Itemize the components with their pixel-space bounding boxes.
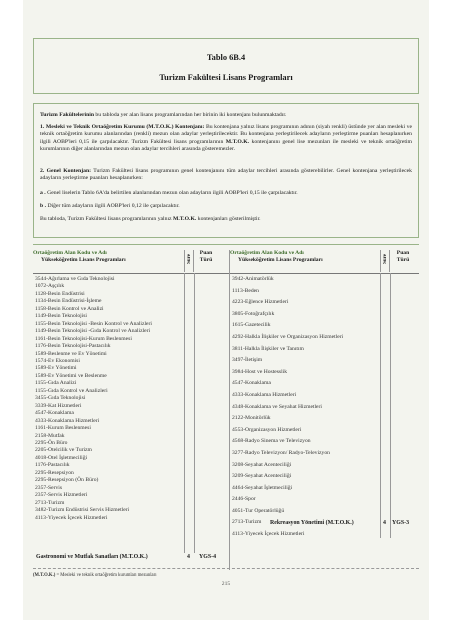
list-item: 2713-Turizm bbox=[232, 519, 262, 526]
table-number: Tablo 6B.4 bbox=[206, 53, 246, 62]
list-item: 3208-Seyahat Acenteciliği bbox=[232, 461, 292, 468]
list-item: 4223-Eğlence Hizmetleri bbox=[232, 299, 289, 306]
left-program-name: Gastronomi ve Mutfak Sanatları (M.T.O.K.) bbox=[36, 554, 148, 560]
list-item: 1134-Besin Endüstrisi-İşleme bbox=[35, 298, 102, 305]
left-program-total bbox=[36, 554, 148, 560]
list-item: 2205-Otelcilik ve Turizm bbox=[35, 447, 92, 454]
list-item: 3277-Radyo Televizyon/ Radyo-Televizyon bbox=[232, 449, 330, 456]
list-item: 1128-Besin Endüstrisi bbox=[35, 290, 85, 297]
left-puan-divider bbox=[194, 273, 195, 553]
list-item: 3984-Host ve Hostesslik bbox=[232, 368, 288, 375]
list-item: 1161-Kurum Beslenmesi bbox=[35, 425, 91, 432]
list-item: 3497-İletişim bbox=[232, 357, 263, 364]
list-item: 3811-Halkla İlişkiler ve Tanıtım bbox=[232, 345, 304, 352]
list-item: 3209-Seyahat Acenteciliği bbox=[232, 473, 292, 480]
left-header-line2: Yükseköğretim Lisans Programları bbox=[41, 257, 126, 263]
list-item: 1155-Gıda Kontrol ve Analizleri bbox=[35, 387, 108, 394]
list-item: 2158-Mutfak bbox=[35, 432, 65, 439]
list-item: 3339-Kat Hizmetleri bbox=[35, 402, 82, 409]
left-program-sure: 4 bbox=[187, 554, 190, 560]
list-item: 4292-Halkla İlişkiler ve Organizasyon Hizmetleri bbox=[232, 333, 344, 340]
list-item: 1149-Besin Teknolojisi -Gıda Kontrol ve Analizleri bbox=[35, 328, 151, 335]
list-item: 2446-Spor bbox=[232, 496, 256, 503]
list-item: 2122-Monitörlük bbox=[232, 415, 271, 422]
list-item: 4568-Radyo Sinema ve Televizyon bbox=[232, 438, 311, 445]
list-item: 3482-Turizm Endüstrisi Servis Hizmetleri bbox=[35, 507, 130, 514]
right-program-total bbox=[270, 520, 354, 526]
list-item: 3455-Gıda Teknolojisi bbox=[35, 395, 86, 402]
list-item: 1155-Gıda Analizi bbox=[35, 380, 77, 387]
list-item: 4553-Organizasyon Hizmetleri bbox=[232, 426, 302, 433]
list-item: 4018-Otel İşletmeciliği bbox=[35, 454, 88, 461]
list-item: 1113-Beden bbox=[232, 287, 259, 294]
list-item: 4051-Tur Operatörlüğü bbox=[232, 507, 285, 514]
right-sure-divider bbox=[380, 273, 381, 538]
right-header-line2: Yükseköğretim Lisans Programları bbox=[238, 257, 323, 263]
right-program-sure: 4 bbox=[383, 520, 386, 526]
list-item: 4547-Konaklama bbox=[35, 410, 74, 417]
right-header-line1: Ortaöğretim Alan Kodu ve Adı bbox=[230, 250, 304, 256]
page-number: 215 bbox=[221, 581, 231, 587]
right-header-puan: Puan Türü bbox=[396, 250, 410, 263]
left-program-puan: YGS-4 bbox=[199, 554, 217, 560]
intro-paragraph-1: 1. Mesleki ve Teknik Ortaöğretim Kurumu (M.T.O.K.) Kontenjanı: Bu kontenjana yalnız lisans programının adının (siyah renkli) üstünde yer alan mesleki ve teknik ortaöğretim kurumu alanlarından (renkli) mezun olan adaylar yerleştirilecektir. Bu kontenjana yerleştirilecek adayların yerleştirme puanları hesaplanırken ilgili AOBP'leri 0,15 ile çarpılacaktır. Turizm Fakültesi lisans programlarının M.T.O.K. kontenjanını genel lise mezunları ile mesleki ve teknik ortaöğretim kurumlarının diğer alanlarından mezun olan adaylar tercihleri arasında gösteremezler. bbox=[40, 124, 412, 152]
left-header-line1: Ortaöğretim Alan Kodu ve Adı bbox=[33, 250, 107, 256]
list-item: 2357-Servis Hizmetleri bbox=[35, 492, 88, 499]
list-item: 1574-Ev Ekonomisi bbox=[35, 357, 80, 364]
section-divider bbox=[33, 244, 419, 245]
list-item: 3805-Fotoğrafçılık bbox=[232, 310, 275, 317]
list-item: 3942-Animatörlük bbox=[232, 276, 274, 282]
list-item: 4464-Seyahat İşletmeciliği bbox=[232, 484, 293, 491]
title-box bbox=[33, 38, 419, 94]
intro-paragraph-5: Bu tabloda, Turizm Fakültesi lisans programlarının yalnız M.T.O.K. kontenjanları gösterilmiştir. bbox=[40, 216, 261, 222]
left-header-sure: Süre bbox=[184, 250, 194, 272]
list-item: 3544-Ağırlama ve Gıda Teknolojisi bbox=[35, 276, 115, 282]
right-program-puan: YGS-3 bbox=[392, 520, 410, 526]
list-item: 1589-Ev Yönetimi bbox=[35, 365, 77, 372]
list-item: 4348-Konaklama ve Seyahat Hizmetleri bbox=[232, 403, 322, 410]
right-table-header bbox=[230, 250, 380, 272]
intro-paragraph-3: a . Genel liselerin Tablo 6A'da belirtilen alanlarından mezun olan adayların ilgili AOBP'leri 0,15 ile çarpılacaktır. bbox=[40, 190, 298, 196]
list-item: 1615-Gazetecilik bbox=[232, 322, 271, 329]
left-program-list bbox=[35, 276, 185, 522]
footnote-separator bbox=[33, 568, 419, 569]
right-program-name: Rekreasyon Yönetimi (M.T.O.K.) bbox=[270, 520, 354, 526]
list-item: 2357-Servis bbox=[35, 484, 63, 491]
list-item: 1161-Besin Teknolojisi-Kurum Beslenmesi bbox=[35, 335, 132, 342]
table-center-divider bbox=[229, 250, 230, 570]
list-item: 1149-Besin Teknolojisi bbox=[35, 313, 87, 320]
list-item: 4113-Yiyecek İçecek Hizmetleri bbox=[35, 514, 108, 521]
left-table-header bbox=[33, 250, 183, 272]
intro-box bbox=[33, 103, 419, 238]
right-puan-divider bbox=[390, 273, 391, 538]
intro-paragraph-4: b . Diğer tüm adayların ilgili AOBP'leri 0,12 ile çarpılacaktır. bbox=[40, 203, 180, 209]
table-title: Turizm Fakültesi Lisans Programları bbox=[159, 73, 293, 82]
list-item: 4333-Konaklama Hizmetleri bbox=[232, 391, 297, 398]
list-item: 1176-Pastacılık bbox=[35, 462, 70, 469]
list-item: 2295-Resepsiyon bbox=[35, 469, 74, 476]
intro-paragraph-2: 2. Genel Kontenjan: Turizm Fakültesi lisans programının genel kontenjanını tüm adaylar tercihleri arasında gösterebilirler. Genel kontenjana yerleştirilecek adayların yerleştirme puanları hesaplanırken: bbox=[40, 168, 412, 182]
list-item: 2295-Resepsiyon (Ön Büro) bbox=[35, 477, 99, 484]
right-program-list bbox=[232, 274, 380, 541]
list-item: 1589-Ev Yönetimi ve Beslenme bbox=[35, 372, 107, 379]
list-item: 1158-Besin Kontrol ve Analizi bbox=[35, 305, 104, 312]
list-item: 1155-Besin Teknolojisi -Besin Kontrol ve Analizleri bbox=[35, 320, 152, 327]
left-header-puan: Puan Türü bbox=[199, 250, 213, 263]
list-item: 4333-Konaklama Hizmetleri bbox=[35, 417, 100, 424]
list-item: 1176-Besin Teknolojisi-Pastacılık bbox=[35, 343, 111, 350]
list-item: 2713-Turizm bbox=[35, 499, 65, 506]
footnote: (M.T.O.K.) = Mesleki ve teknik ortaöğretim kurumları mezunları bbox=[33, 573, 157, 578]
list-item: 1589-Beslenme ve Ev Yönetimi bbox=[35, 350, 107, 357]
list-item: 4113-Yiyecek İçecek Hizmetleri bbox=[232, 531, 305, 538]
left-table-top-rule bbox=[33, 273, 229, 274]
list-item: 2295-Ön Büro bbox=[35, 439, 68, 446]
list-item: 4547-Konaklama bbox=[232, 380, 271, 387]
list-item: 1072-Aşçılık bbox=[35, 283, 65, 290]
right-header-sure: Süre bbox=[380, 250, 390, 272]
intro-paragraph-0: Turizm Fakültelerinin bu tabloda yer alan lisans programlarından her birinin iki kontenjanı bulunmaktadır. bbox=[40, 112, 287, 118]
